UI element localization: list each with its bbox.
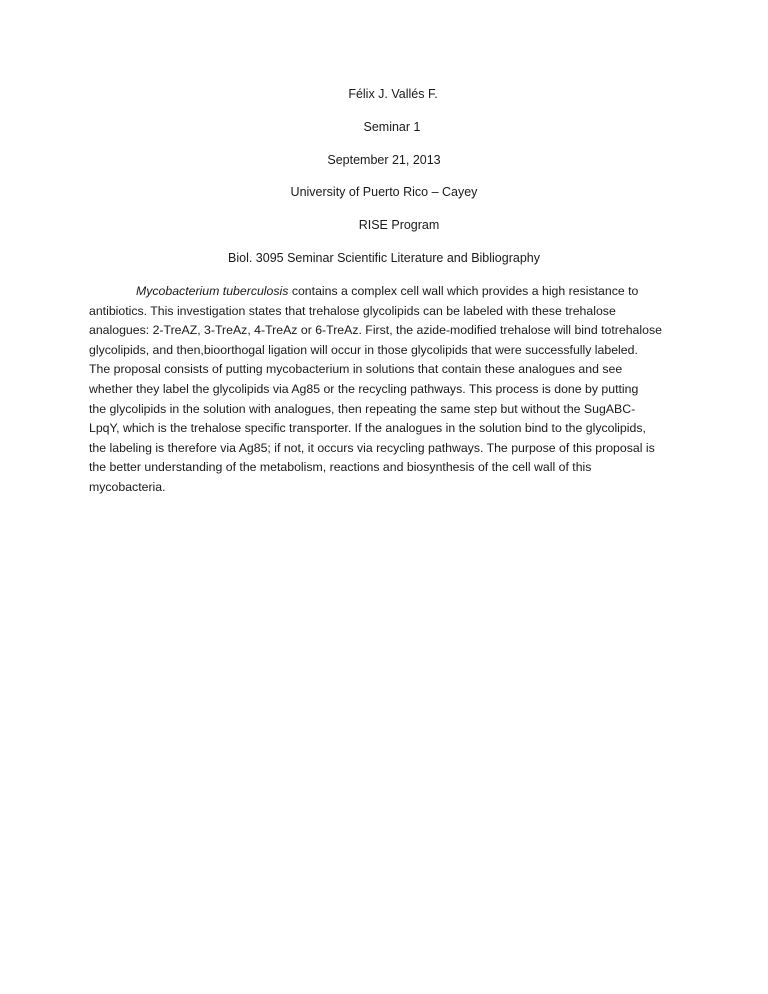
seminar-label: Seminar 1 xyxy=(363,119,421,134)
course-name: Biol. 3095 Seminar Scientific Literature and Bibliography xyxy=(228,250,540,265)
paragraph-line: The proposal consists of putting mycobacterium in solutions that contain these analogues and see xyxy=(89,362,623,377)
title-block xyxy=(0,86,768,283)
paragraph-line: antibiotics. This investigation states that trehalose glycolipids can be labeled with these trehalose xyxy=(89,303,616,318)
abstract-paragraph xyxy=(89,282,679,498)
paragraph-line: mycobacteria. xyxy=(89,479,166,494)
paragraph-line xyxy=(89,282,679,302)
author-name: Félix J. Vallés F. xyxy=(348,87,438,101)
paragraph-line: glycolipids, and then,bioorthogal ligation will occur in those glycolipids that were successfully labeled. xyxy=(89,342,638,357)
paragraph-line-text: contains a complex cell wall which provides a high resistance to xyxy=(288,284,639,298)
program-name: RISE Program xyxy=(358,218,440,233)
paragraph-line: whether they label the glycolipids via Ag85 or the recycling pathways. This process is done by putting xyxy=(89,381,639,396)
paragraph-line: LpqY, which is the trehalose specific transporter. If the analogues in the solution bind to the glycolipids, xyxy=(89,421,646,436)
document-date: September 21, 2013 xyxy=(327,152,441,167)
paragraph-line: the better understanding of the metabolism, reactions and biosynthesis of the cell wall of this xyxy=(89,460,592,475)
paragraph-line: the labeling is therefore via Ag85; if not, it occurs via recycling pathways. The purpose of this proposal is xyxy=(89,440,655,455)
paragraph-line: the glycolipids in the solution with analogues, then repeating the same step but without the SugABC- xyxy=(89,401,636,416)
university-name: University of Puerto Rico – Cayey xyxy=(290,185,478,200)
species-name: Mycobacterium tuberculosis xyxy=(136,284,289,298)
paragraph-line: analogues: 2-TreAZ, 3-TreAz, 4-TreAz or 6-TreAz. First, the azide-modified trehalose will bind totrehalose xyxy=(89,323,662,338)
